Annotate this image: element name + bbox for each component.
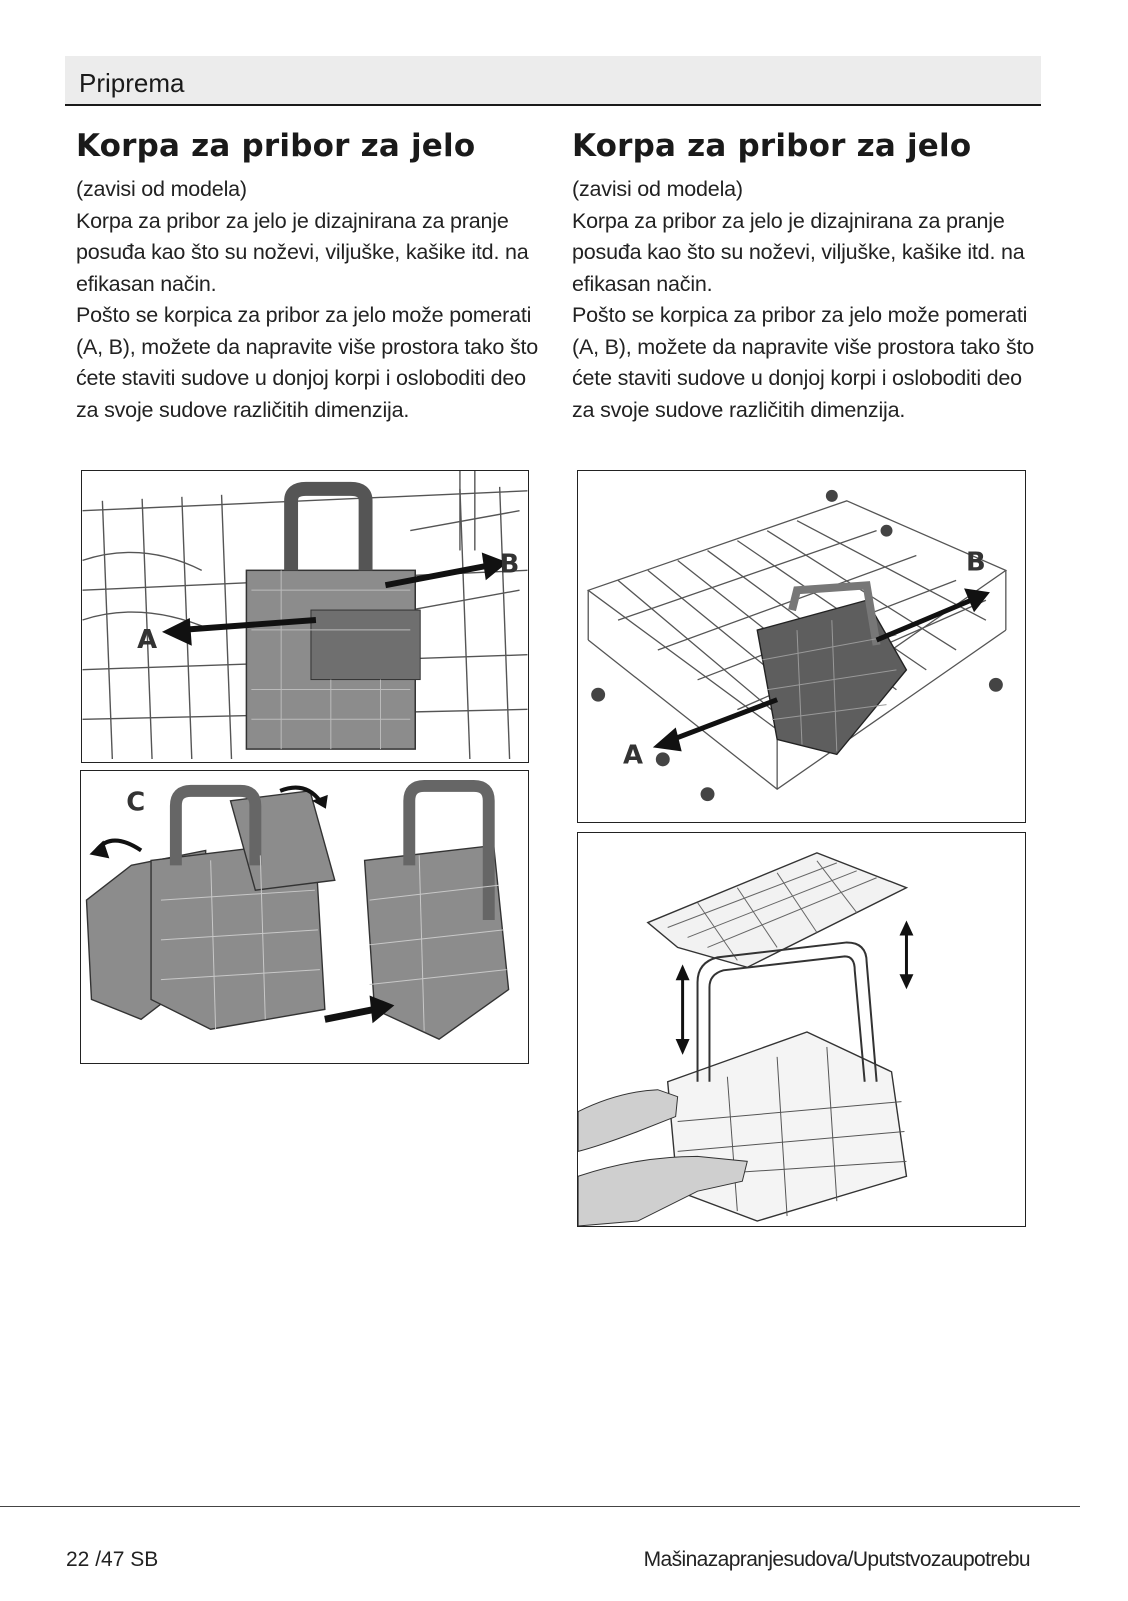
figure-lid-removal xyxy=(577,832,1026,1227)
figure-rack-perspective xyxy=(577,470,1026,823)
right-paragraph-1: Korpa za pribor za jelo je dizajnirana za pranje posuđa kao što su noževi, viljuške, kašike itd. na efikasan način. xyxy=(572,208,1025,296)
right-paragraph-2: Pošto se korpica za pribor za jelo može pomerati (A, B), možete da napravite više prostora tako što ćete staviti sudove u donjoj korpi i osloboditi deo za svoje sudove različitih dimenzija. xyxy=(572,303,1035,422)
rack-perspective-illustration xyxy=(578,471,1025,822)
rack-illustration xyxy=(82,471,528,762)
figure-basket-lids xyxy=(80,770,529,1064)
left-paragraph-1: Korpa za pribor za jelo je dizajnirana za pranje posuđa kao što su noževi, viljuške, kašike itd. na efikasan način. xyxy=(76,208,529,296)
right-note: (zavisi od modela) xyxy=(572,177,743,201)
figure-basket-in-rack xyxy=(81,470,529,763)
label-c: C xyxy=(126,787,146,818)
page-number: 22 /47 SB xyxy=(66,1548,159,1571)
right-heading: Korpa za pribor za jelo xyxy=(572,128,972,164)
label-a: A xyxy=(623,740,644,771)
footer-divider xyxy=(0,1506,1080,1507)
label-a: A xyxy=(137,624,158,655)
left-note: (zavisi od modela) xyxy=(76,177,247,201)
section-title: Priprema xyxy=(79,68,185,98)
left-paragraph-2: Pošto se korpica za pribor za jelo može pomerati (A, B), možete da napravite više prostora tako što ćete staviti sudove u donjoj korpi i osloboditi deo za svoje sudove različitih dimenzija. xyxy=(76,303,539,422)
lid-removal-illustration xyxy=(578,833,1025,1226)
label-b: B xyxy=(966,547,986,578)
document-title: Mašinazapranjesudova/Uputstvozaupotrebu xyxy=(643,1548,1030,1571)
left-heading: Korpa za pribor za jelo xyxy=(76,128,476,164)
left-column xyxy=(76,128,546,426)
right-column xyxy=(572,128,1042,426)
label-b: B xyxy=(499,549,520,580)
basket-lids-illustration xyxy=(81,771,528,1063)
section-header xyxy=(65,56,1041,106)
